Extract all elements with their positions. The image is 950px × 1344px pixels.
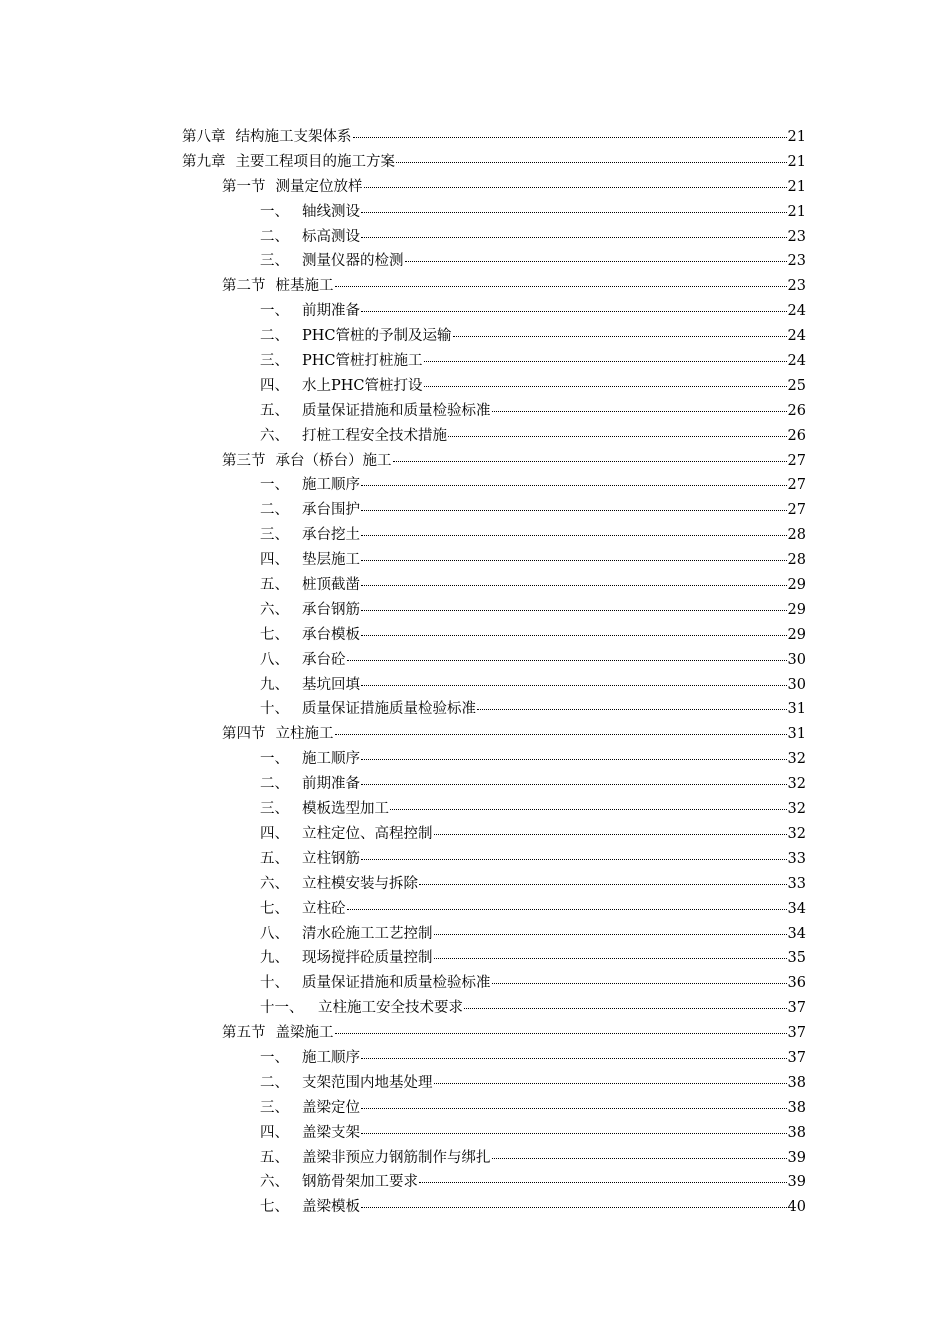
dot-leader bbox=[361, 610, 787, 611]
toc-entry-page-number: 38 bbox=[787, 1074, 806, 1091]
dot-leader bbox=[361, 1133, 787, 1134]
dot-leader bbox=[419, 884, 787, 885]
toc-entry-title: 质量保证措施和质量检验标准 bbox=[302, 975, 491, 992]
toc-entry-page-number: 35 bbox=[787, 950, 806, 967]
toc-entry-number: 八、 bbox=[260, 925, 289, 942]
dot-leader bbox=[361, 585, 787, 586]
toc-entry-page-number: 21 bbox=[787, 129, 806, 145]
dot-leader bbox=[405, 261, 787, 262]
dot-leader bbox=[361, 237, 787, 238]
toc-entry-number: 二、 bbox=[260, 776, 289, 793]
dot-leader bbox=[448, 436, 787, 437]
toc-entry-number: 六、 bbox=[260, 601, 289, 618]
toc-entry[interactable] bbox=[182, 573, 806, 598]
dot-leader bbox=[361, 759, 787, 760]
toc-entry-title: 施工顺序 bbox=[302, 751, 360, 768]
toc-entry[interactable] bbox=[182, 324, 806, 349]
toc-entry-number: 二、 bbox=[260, 1074, 289, 1091]
toc-entry-title: 现场搅拌砼质量控制 bbox=[302, 950, 433, 967]
toc-entry-number: 一、 bbox=[260, 477, 289, 494]
toc-entry-title: 立柱砼 bbox=[302, 900, 346, 917]
toc-entry[interactable] bbox=[182, 1121, 806, 1146]
toc-entry[interactable] bbox=[182, 697, 806, 722]
toc-entry-page-number: 38 bbox=[787, 1099, 806, 1116]
toc-entry[interactable] bbox=[182, 125, 806, 150]
toc-entry-page-number: 29 bbox=[787, 601, 806, 618]
dot-leader bbox=[347, 909, 787, 910]
toc-entry-number: 三、 bbox=[260, 801, 289, 818]
dot-leader bbox=[347, 660, 787, 661]
toc-entry-page-number: 34 bbox=[787, 900, 806, 917]
toc-entry[interactable] bbox=[182, 847, 806, 872]
dot-leader bbox=[424, 361, 787, 362]
dot-leader bbox=[353, 137, 787, 138]
toc-entry-title: 主要工程项目的施工方案 bbox=[235, 153, 395, 170]
toc-entry-title: 承台围护 bbox=[302, 502, 360, 519]
toc-entry-page-number: 23 bbox=[787, 278, 806, 295]
toc-entry-number: 第二节 bbox=[222, 278, 266, 295]
toc-entry[interactable] bbox=[182, 897, 806, 922]
toc-entry-page-number: 40 bbox=[787, 1199, 806, 1216]
toc-entry-number: 三、 bbox=[260, 253, 289, 270]
toc-entry[interactable] bbox=[182, 249, 806, 274]
dot-leader bbox=[492, 411, 787, 412]
toc-entry[interactable] bbox=[182, 872, 806, 897]
dot-leader bbox=[361, 784, 787, 785]
toc-entry[interactable] bbox=[182, 971, 806, 996]
toc-entry-page-number: 24 bbox=[787, 353, 806, 370]
toc-entry-page-number: 32 bbox=[787, 776, 806, 793]
toc-entry-title: 盖梁施工 bbox=[275, 1025, 334, 1042]
toc-entry[interactable] bbox=[182, 449, 806, 474]
toc-entry-title: 结构施工支架体系 bbox=[235, 129, 352, 145]
toc-entry-number: 九、 bbox=[260, 676, 289, 693]
toc-entry-title: 立柱模安装与拆除 bbox=[302, 875, 418, 892]
dot-leader bbox=[361, 510, 787, 511]
toc-entry-number: 五、 bbox=[260, 850, 289, 867]
toc-entry[interactable] bbox=[182, 150, 806, 175]
toc-entry[interactable] bbox=[182, 747, 806, 772]
toc-entry[interactable] bbox=[182, 1170, 806, 1195]
toc-entry-page-number: 27 bbox=[787, 477, 806, 494]
dot-leader bbox=[361, 535, 787, 536]
toc-entry-title: 前期准备 bbox=[302, 303, 360, 320]
toc-entry-title: 盖梁定位 bbox=[302, 1099, 360, 1116]
toc-entry-title: 盖梁模板 bbox=[302, 1199, 360, 1216]
toc-entry-title: 盖梁非预应力钢筋制作与绑扎 bbox=[302, 1149, 491, 1166]
toc-entry-title: 质量保证措施质量检验标准 bbox=[302, 701, 476, 718]
toc-entry-number: 一、 bbox=[260, 303, 289, 320]
toc-entry-page-number: 23 bbox=[787, 253, 806, 270]
toc-entry[interactable] bbox=[182, 1021, 806, 1046]
dot-leader bbox=[364, 187, 787, 188]
dot-leader bbox=[361, 560, 787, 561]
toc-entry[interactable] bbox=[182, 722, 806, 747]
toc-entry-title: 立柱施工安全技术要求 bbox=[318, 1000, 463, 1017]
dot-leader bbox=[390, 809, 787, 810]
dot-leader bbox=[361, 1207, 787, 1208]
dot-leader bbox=[393, 461, 787, 462]
toc-entry-page-number: 28 bbox=[787, 552, 806, 569]
toc-entry-number: 一、 bbox=[260, 751, 289, 768]
toc-entry[interactable] bbox=[182, 648, 806, 673]
toc-entry[interactable] bbox=[182, 797, 806, 822]
toc-entry-number: 三、 bbox=[260, 527, 289, 544]
toc-entry-title: 承台模板 bbox=[302, 626, 360, 643]
toc-entry-title: 承台钢筋 bbox=[302, 601, 360, 618]
dot-leader bbox=[434, 958, 787, 959]
toc-entry-page-number: 23 bbox=[787, 228, 806, 245]
toc-entry-page-number: 33 bbox=[787, 875, 806, 892]
toc-entry-number: 七、 bbox=[260, 900, 289, 917]
dot-leader bbox=[361, 212, 787, 213]
dot-leader bbox=[477, 709, 787, 710]
toc-entry[interactable] bbox=[182, 822, 806, 847]
toc-entry-number: 六、 bbox=[260, 875, 289, 892]
toc-entry-number: 四、 bbox=[260, 552, 289, 569]
toc-entry-page-number: 32 bbox=[787, 825, 806, 842]
toc-entry[interactable] bbox=[182, 996, 806, 1021]
toc-entry-number: 十、 bbox=[260, 975, 289, 992]
toc-entry-page-number: 25 bbox=[787, 377, 806, 394]
toc-entry-number: 二、 bbox=[260, 328, 289, 345]
dot-leader bbox=[361, 685, 787, 686]
toc-entry-page-number: 21 bbox=[787, 178, 806, 195]
toc-entry[interactable] bbox=[182, 1071, 806, 1096]
dot-leader bbox=[361, 635, 787, 636]
toc-entry-number: 一、 bbox=[260, 203, 289, 220]
toc-entry[interactable] bbox=[182, 374, 806, 399]
dot-leader bbox=[492, 983, 787, 984]
toc-entry[interactable] bbox=[182, 424, 806, 449]
dot-leader bbox=[396, 162, 787, 163]
toc-entry-title: 钢筋骨架加工要求 bbox=[302, 1174, 418, 1191]
toc-entry-number: 七、 bbox=[260, 626, 289, 643]
toc-entry-title: 水上PHC管桩打设 bbox=[302, 377, 423, 394]
table-of-contents bbox=[182, 125, 806, 1220]
dot-leader bbox=[434, 1083, 787, 1084]
toc-entry-page-number: 28 bbox=[787, 527, 806, 544]
dot-leader bbox=[361, 311, 787, 312]
toc-entry[interactable] bbox=[182, 225, 806, 250]
dot-leader bbox=[492, 1158, 787, 1159]
toc-entry-number: 第八章 bbox=[182, 129, 226, 145]
toc-entry-title: 质量保证措施和质量检验标准 bbox=[302, 402, 491, 419]
toc-entry[interactable] bbox=[182, 498, 806, 523]
dot-leader bbox=[464, 1008, 787, 1009]
toc-entry-page-number: 27 bbox=[787, 502, 806, 519]
toc-entry-number: 四、 bbox=[260, 377, 289, 394]
toc-entry-number: 第三节 bbox=[222, 452, 266, 469]
toc-entry-title: 承台砼 bbox=[302, 651, 346, 668]
toc-entry-number: 十一、 bbox=[260, 1000, 304, 1017]
toc-entry-page-number: 27 bbox=[787, 452, 806, 469]
toc-entry-page-number: 39 bbox=[787, 1174, 806, 1191]
dot-leader bbox=[361, 1108, 787, 1109]
toc-entry-title: 模板选型加工 bbox=[302, 801, 389, 818]
toc-entry-title: 盖梁支架 bbox=[302, 1124, 360, 1141]
toc-entry-page-number: 30 bbox=[787, 651, 806, 668]
toc-entry-number: 第一节 bbox=[222, 178, 266, 195]
dot-leader bbox=[335, 286, 787, 287]
toc-entry-number: 一、 bbox=[260, 1049, 289, 1066]
toc-entry-page-number: 36 bbox=[787, 975, 806, 992]
toc-entry-title: 清水砼施工工艺控制 bbox=[302, 925, 433, 942]
toc-entry[interactable] bbox=[182, 473, 806, 498]
dot-leader bbox=[361, 1058, 787, 1059]
toc-entry-number: 二、 bbox=[260, 502, 289, 519]
toc-entry-number: 四、 bbox=[260, 1124, 289, 1141]
toc-entry-page-number: 26 bbox=[787, 402, 806, 419]
toc-entry-title: 施工顺序 bbox=[302, 477, 360, 494]
toc-entry-number: 二、 bbox=[260, 228, 289, 245]
toc-entry-number: 第九章 bbox=[182, 153, 226, 170]
dot-leader bbox=[361, 859, 787, 860]
toc-entry-title: 桩顶截凿 bbox=[302, 577, 360, 594]
toc-entry[interactable] bbox=[182, 673, 806, 698]
toc-entry-number: 五、 bbox=[260, 577, 289, 594]
toc-entry[interactable] bbox=[182, 1195, 806, 1220]
dot-leader bbox=[361, 485, 787, 486]
toc-entry[interactable] bbox=[182, 523, 806, 548]
toc-entry-page-number: 34 bbox=[787, 925, 806, 942]
toc-entry[interactable] bbox=[182, 598, 806, 623]
toc-entry-title: 支架范围内地基处理 bbox=[302, 1074, 433, 1091]
toc-entry[interactable] bbox=[182, 399, 806, 424]
toc-entry-number: 六、 bbox=[260, 1174, 289, 1191]
toc-entry-page-number: 31 bbox=[787, 701, 806, 718]
toc-entry-title: 立柱施工 bbox=[275, 726, 334, 743]
toc-entry-number: 九、 bbox=[260, 950, 289, 967]
toc-entry-title: PHC管桩打桩施工 bbox=[302, 353, 423, 370]
toc-entry-title: 测量定位放样 bbox=[275, 178, 363, 195]
toc-entry[interactable] bbox=[182, 946, 806, 971]
toc-entry-title: 测量仪器的检测 bbox=[302, 253, 404, 270]
toc-entry[interactable] bbox=[182, 922, 806, 947]
toc-entry[interactable] bbox=[182, 1046, 806, 1071]
toc-entry[interactable] bbox=[182, 200, 806, 225]
dot-leader bbox=[335, 734, 787, 735]
toc-entry-page-number: 37 bbox=[787, 1025, 806, 1042]
toc-entry-title: 前期准备 bbox=[302, 776, 360, 793]
toc-entry-number: 七、 bbox=[260, 1199, 289, 1216]
toc-entry-title: 垫层施工 bbox=[302, 552, 360, 569]
toc-entry-page-number: 29 bbox=[787, 626, 806, 643]
toc-entry-page-number: 38 bbox=[787, 1124, 806, 1141]
toc-entry-number: 三、 bbox=[260, 353, 289, 370]
toc-entry-number: 三、 bbox=[260, 1099, 289, 1116]
toc-entry-title: 轴线测设 bbox=[302, 203, 360, 220]
dot-leader bbox=[419, 1182, 787, 1183]
toc-entry-title: 立柱定位、高程控制 bbox=[302, 825, 433, 842]
toc-entry[interactable] bbox=[182, 175, 806, 200]
toc-entry-page-number: 32 bbox=[787, 751, 806, 768]
dot-leader bbox=[434, 934, 787, 935]
toc-entry-number: 六、 bbox=[260, 427, 289, 444]
toc-entry-page-number: 21 bbox=[787, 153, 806, 170]
toc-entry-title: 施工顺序 bbox=[302, 1049, 360, 1066]
toc-entry-page-number: 33 bbox=[787, 850, 806, 867]
toc-entry-title: PHC管桩的予制及运输 bbox=[302, 328, 452, 345]
toc-entry[interactable] bbox=[182, 548, 806, 573]
toc-entry-number: 第四节 bbox=[222, 726, 266, 743]
toc-entry-page-number: 24 bbox=[787, 303, 806, 320]
toc-entry-number: 十、 bbox=[260, 701, 289, 718]
toc-entry-number: 八、 bbox=[260, 651, 289, 668]
toc-entry-page-number: 24 bbox=[787, 328, 806, 345]
toc-entry-number: 第五节 bbox=[222, 1025, 266, 1042]
toc-entry-page-number: 21 bbox=[787, 203, 806, 220]
toc-entry-title: 标高测设 bbox=[302, 228, 360, 245]
toc-entry-page-number: 39 bbox=[787, 1149, 806, 1166]
toc-entry-page-number: 30 bbox=[787, 676, 806, 693]
toc-entry-title: 承台挖土 bbox=[302, 527, 360, 544]
toc-entry[interactable] bbox=[182, 772, 806, 797]
toc-entry[interactable] bbox=[182, 299, 806, 324]
toc-entry-number: 五、 bbox=[260, 402, 289, 419]
toc-entry[interactable] bbox=[182, 349, 806, 374]
toc-entry-page-number: 29 bbox=[787, 577, 806, 594]
toc-entry-number: 四、 bbox=[260, 825, 289, 842]
toc-entry-page-number: 31 bbox=[787, 726, 806, 743]
toc-entry-number: 五、 bbox=[260, 1149, 289, 1166]
toc-entry-page-number: 32 bbox=[787, 801, 806, 818]
dot-leader bbox=[434, 834, 787, 835]
toc-entry-title: 基坑回填 bbox=[302, 676, 360, 693]
toc-entry[interactable] bbox=[182, 274, 806, 299]
toc-entry[interactable] bbox=[182, 1146, 806, 1171]
toc-entry-title: 打桩工程安全技术措施 bbox=[302, 427, 447, 444]
toc-entry-page-number: 37 bbox=[787, 1000, 806, 1017]
toc-entry-title: 立柱钢筋 bbox=[302, 850, 360, 867]
dot-leader bbox=[453, 336, 787, 337]
toc-entry[interactable] bbox=[182, 623, 806, 648]
toc-entry-title: 桩基施工 bbox=[275, 278, 334, 295]
toc-entry[interactable] bbox=[182, 1096, 806, 1121]
toc-entry-title: 承台（桥台）施工 bbox=[275, 452, 392, 469]
toc-entry-page-number: 37 bbox=[787, 1049, 806, 1066]
dot-leader bbox=[335, 1033, 787, 1034]
dot-leader bbox=[424, 386, 787, 387]
toc-entry-page-number: 26 bbox=[787, 427, 806, 444]
